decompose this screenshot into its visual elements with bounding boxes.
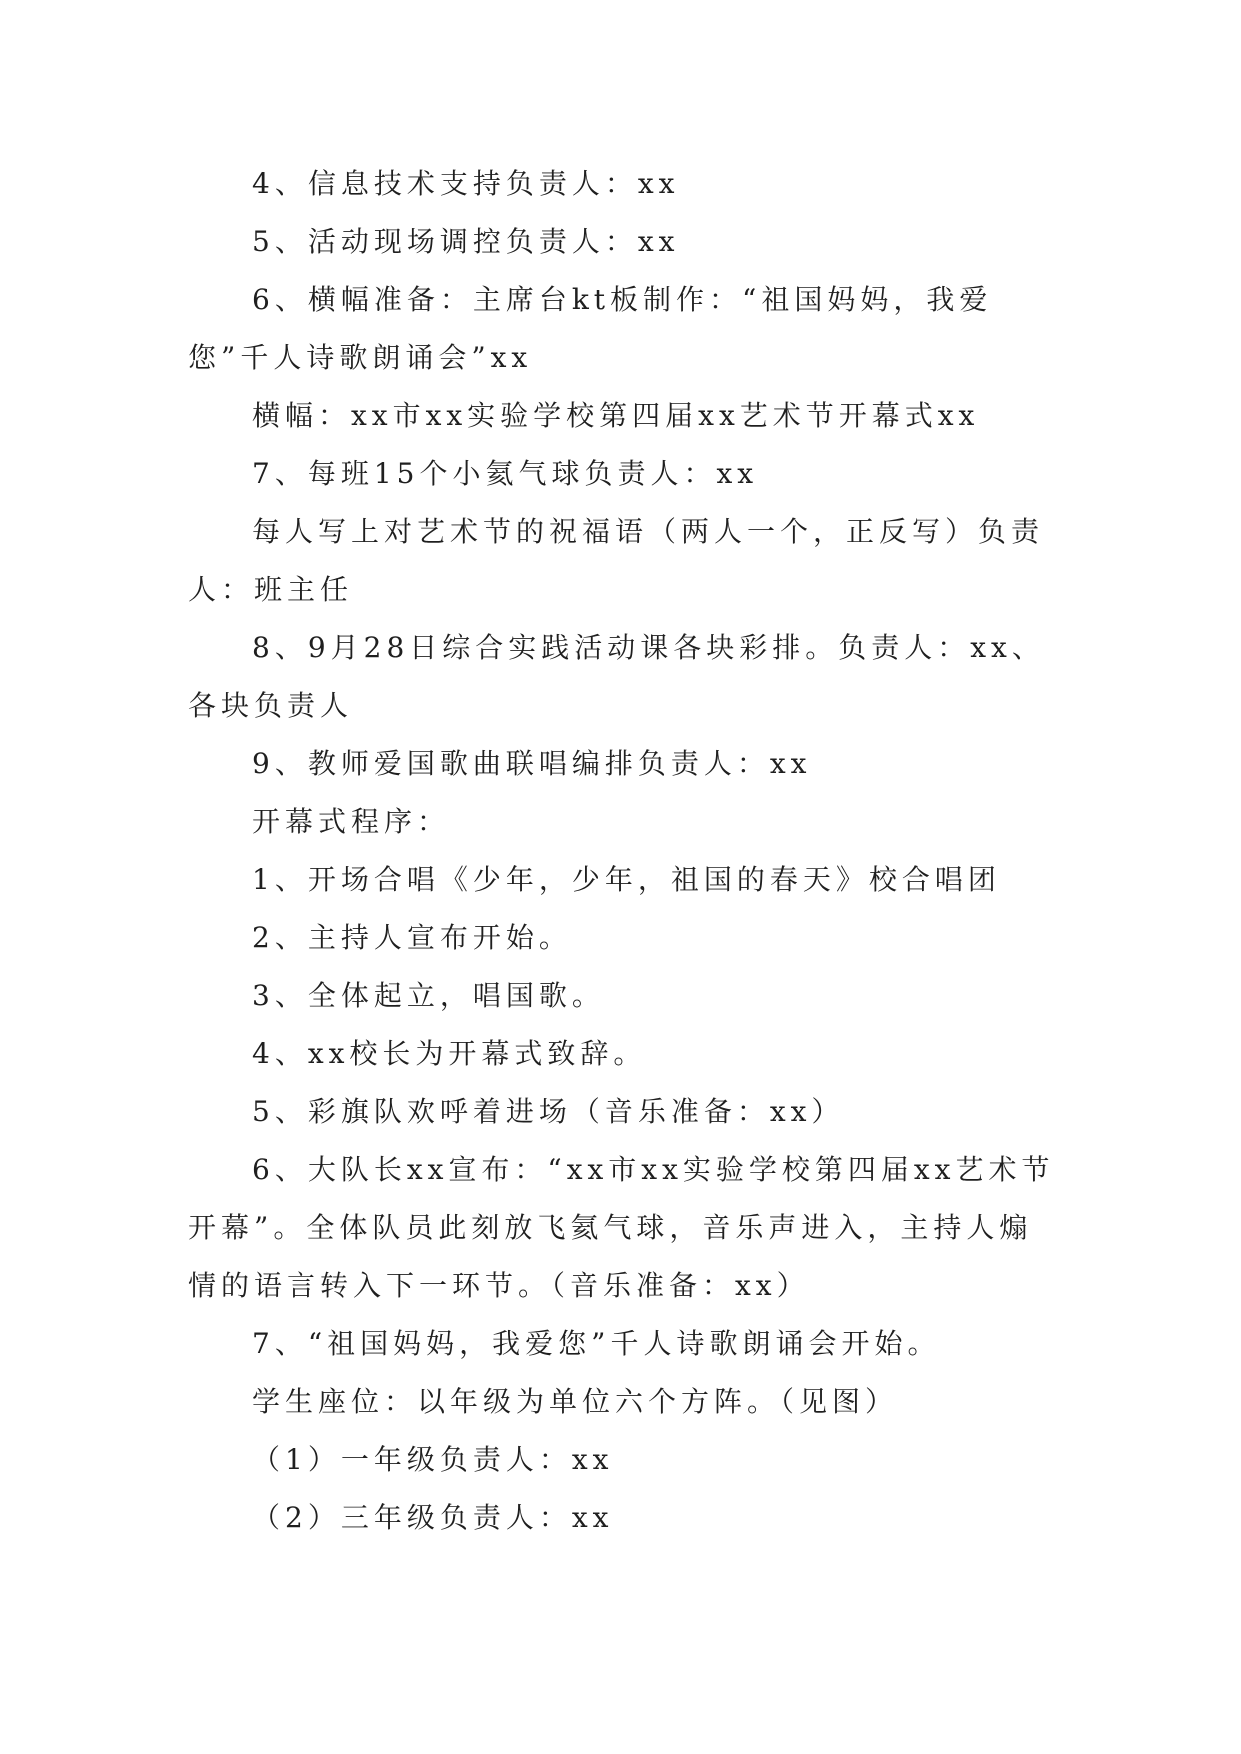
paragraph: 2、主持人宣布开始。 <box>252 921 572 954</box>
paragraph: 4、xx校长为开幕式致辞。 <box>252 1037 647 1070</box>
document-body <box>188 155 1058 1547</box>
paragraph: 4、信息技术支持负责人：xx <box>252 167 680 200</box>
section-heading: 开幕式程序： <box>252 805 451 838</box>
paragraph: 学生座位：以年级为单位六个方阵。（见图） <box>252 1385 899 1418</box>
paragraph: 7、每班15个小氦气球负责人：xx <box>252 457 759 490</box>
paragraph: 1、开场合唱《少年，少年，祖国的春天》校合唱团 <box>252 863 1001 896</box>
paragraph: 每人写上对艺术节的祝福语（两人一个，正反写）负责人：班主任 <box>188 515 1045 606</box>
paragraph: 8、9月28日综合实践活动课各块彩排。负责人：xx、各块负责人 <box>188 631 1045 722</box>
paragraph: 6、横幅准备：主席台kt板制作：“祖国妈妈，我爱您”千人诗歌朗诵会”xx <box>188 283 993 374</box>
list-item: （2）三年级负责人：xx <box>252 1501 614 1534</box>
paragraph: 6、大队长xx宣布：“xx市xx实验学校第四届xx艺术节开幕”。全体队员此刻放飞氦气球，音乐声进入，主持人煽情的语言转入下一环节。（音乐准备：xx） <box>188 1153 1055 1302</box>
paragraph: 9、教师爱国歌曲联唱编排负责人：xx <box>252 747 812 780</box>
paragraph: 横幅：xx市xx实验学校第四届xx艺术节开幕式xx <box>252 399 980 432</box>
paragraph: 5、彩旗队欢呼着进场（音乐准备：xx） <box>252 1095 845 1128</box>
paragraph: 5、活动现场调控负责人：xx <box>252 225 680 258</box>
paragraph: 3、全体起立，唱国歌。 <box>252 979 605 1012</box>
list-item: （1）一年级负责人：xx <box>252 1443 614 1476</box>
paragraph: 7、“祖国妈妈，我爱您”千人诗歌朗诵会开始。 <box>252 1327 941 1360</box>
